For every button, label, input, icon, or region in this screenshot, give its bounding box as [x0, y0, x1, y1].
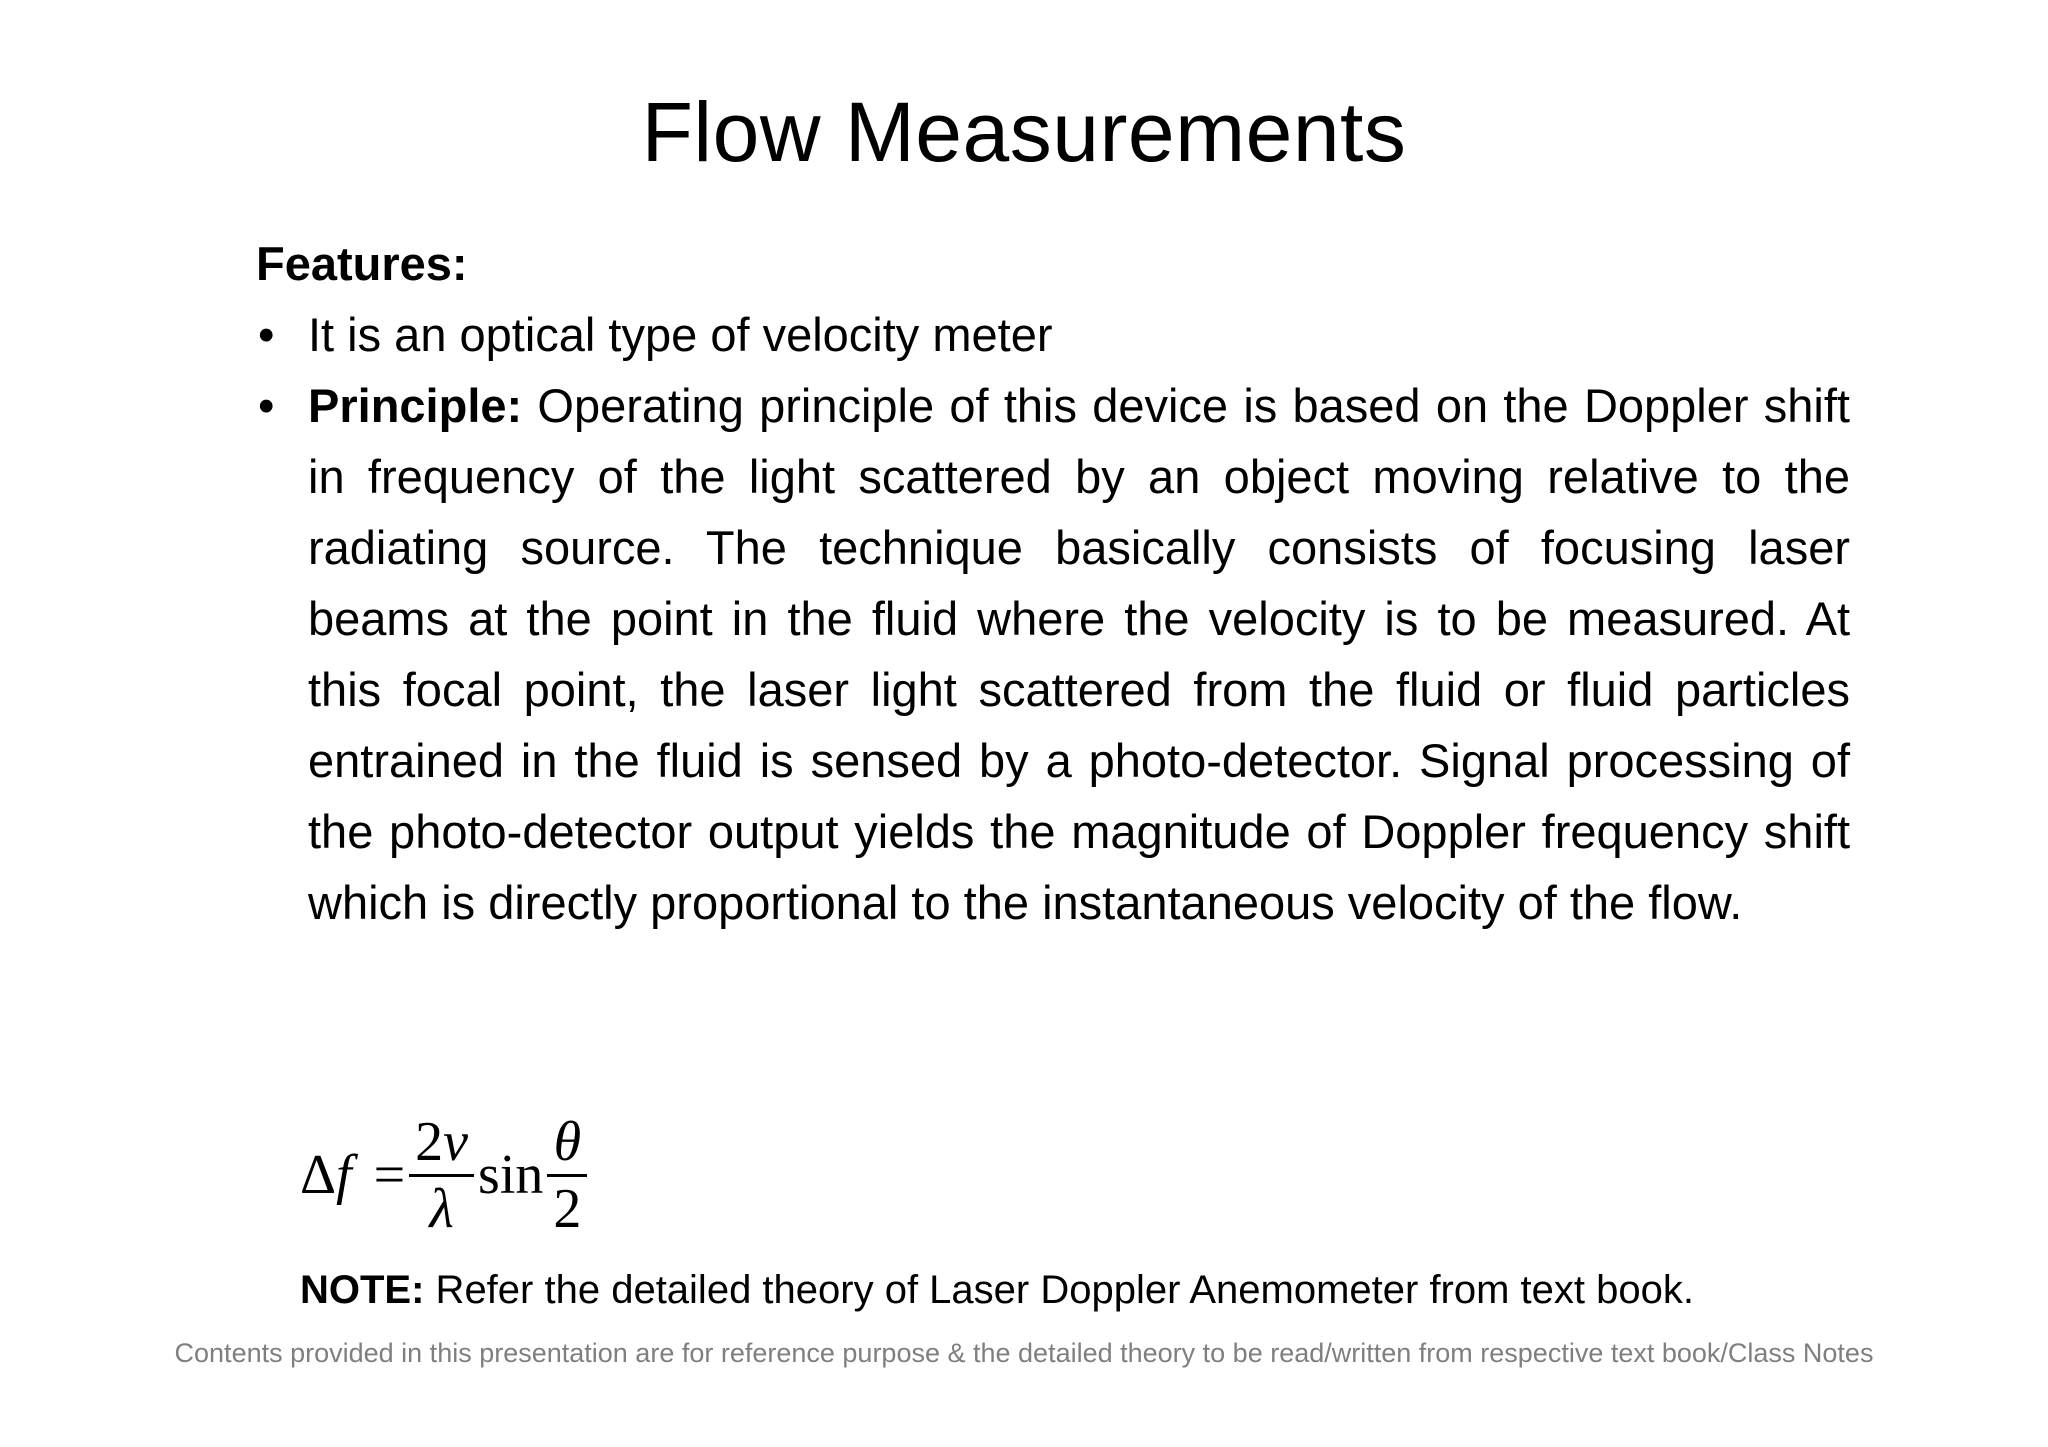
bullet-item-optical-type — [256, 299, 1850, 370]
bullet-icon: • — [258, 308, 275, 361]
slide-content — [256, 228, 1850, 938]
fraction-denominator: 2 — [553, 1177, 582, 1240]
fraction-numerator: θ — [553, 1110, 582, 1173]
formula-fraction-angle — [547, 1110, 587, 1241]
formula-delta: Δ — [300, 1144, 337, 1206]
doppler-shift-formula — [300, 1100, 591, 1250]
formula-f: f — [336, 1144, 352, 1206]
principle-label: Principle: — [308, 379, 523, 432]
numerator-coefficient: 2 — [415, 1110, 444, 1173]
note-label: NOTE: — [300, 1268, 425, 1312]
note-body: Refer the detailed theory of Laser Doppler Anemometer from text book. — [424, 1268, 1694, 1312]
formula-sin: sin — [478, 1144, 544, 1206]
formula-fraction-velocity — [409, 1110, 474, 1241]
note-text — [300, 1262, 1694, 1318]
fraction-denominator: λ — [429, 1177, 454, 1240]
slide-title: Flow Measurements — [641, 85, 1407, 179]
features-heading: Features: — [256, 237, 468, 290]
numerator-variable: v — [443, 1110, 469, 1173]
formula-equals: = — [373, 1144, 406, 1206]
bullet-text: It is an optical type of velocity meter — [308, 308, 1053, 361]
bullet-icon: • — [258, 379, 275, 432]
bullet-item-principle — [256, 370, 1850, 938]
fraction-numerator — [409, 1110, 474, 1174]
footer-disclaimer: Contents provided in this presentation are for reference purpose & the detailed theory to be read/written from respective text book/Class Notes — [174, 1338, 1874, 1368]
bullet-list — [256, 299, 1850, 938]
principle-text: Operating principle of this device is based on the Doppler shift in frequency of the light scattered by an object moving relative to the radiating source. The technique basically consists of focusing laser beams at the point in the fluid where the velocity is to be measured. At this focal point, the laser light scattered from the fluid or fluid particles entrained in the fluid is sensed by a photo-detector. Signal processing of the photo-detector output yields the magnitude of Doppler frequency shift which is directly proportional to the instantaneous velocity of the flow. — [308, 379, 1850, 929]
